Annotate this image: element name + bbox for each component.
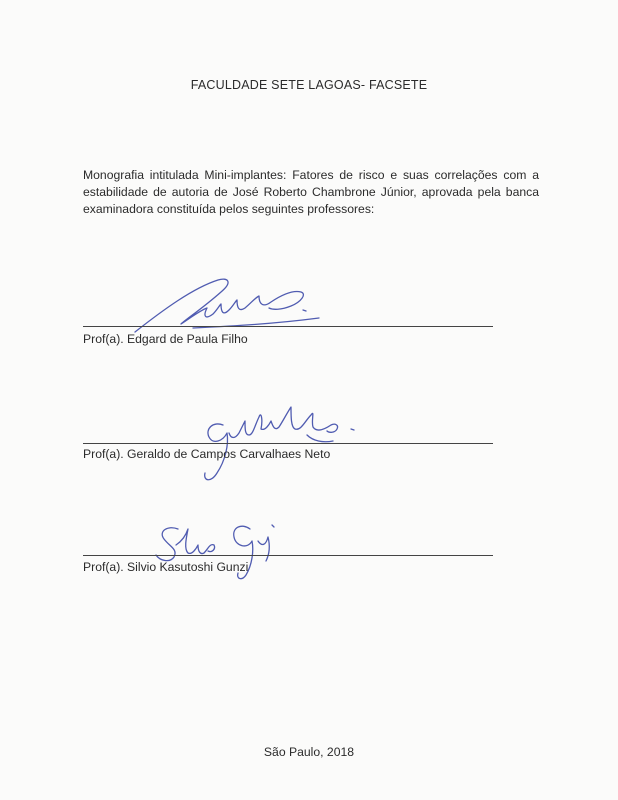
examiner-name: Prof(a). Geraldo de Campos Carvalhaes Neto — [83, 447, 331, 461]
examiner-signature-block — [83, 395, 495, 495]
place-and-date: São Paulo, 2018 — [263, 745, 355, 759]
handwritten-signature-1 — [123, 270, 323, 340]
examiner-name: Prof(a). Edgard de Paula Filho — [83, 332, 248, 346]
signature-line — [83, 443, 493, 444]
signature-line — [83, 555, 493, 556]
handwritten-signature-3 — [148, 515, 308, 585]
examiner-signature-block — [83, 515, 495, 595]
examiner-name: Prof(a). Silvio Kasutoshi Gunzi — [83, 560, 249, 574]
signature-line — [83, 326, 493, 327]
examiner-signature-block — [83, 270, 495, 350]
institution-title: FACULDADE SETE LAGOAS- FACSETE — [190, 78, 428, 92]
approval-statement: Monografia intitulada Mini-implantes: Fatores de risco e suas correlações com a estabilidade de autoria de José Roberto Chambrone Júnior, aprovada pela banca examinadora constituída pelos seguintes professores: — [83, 168, 539, 216]
